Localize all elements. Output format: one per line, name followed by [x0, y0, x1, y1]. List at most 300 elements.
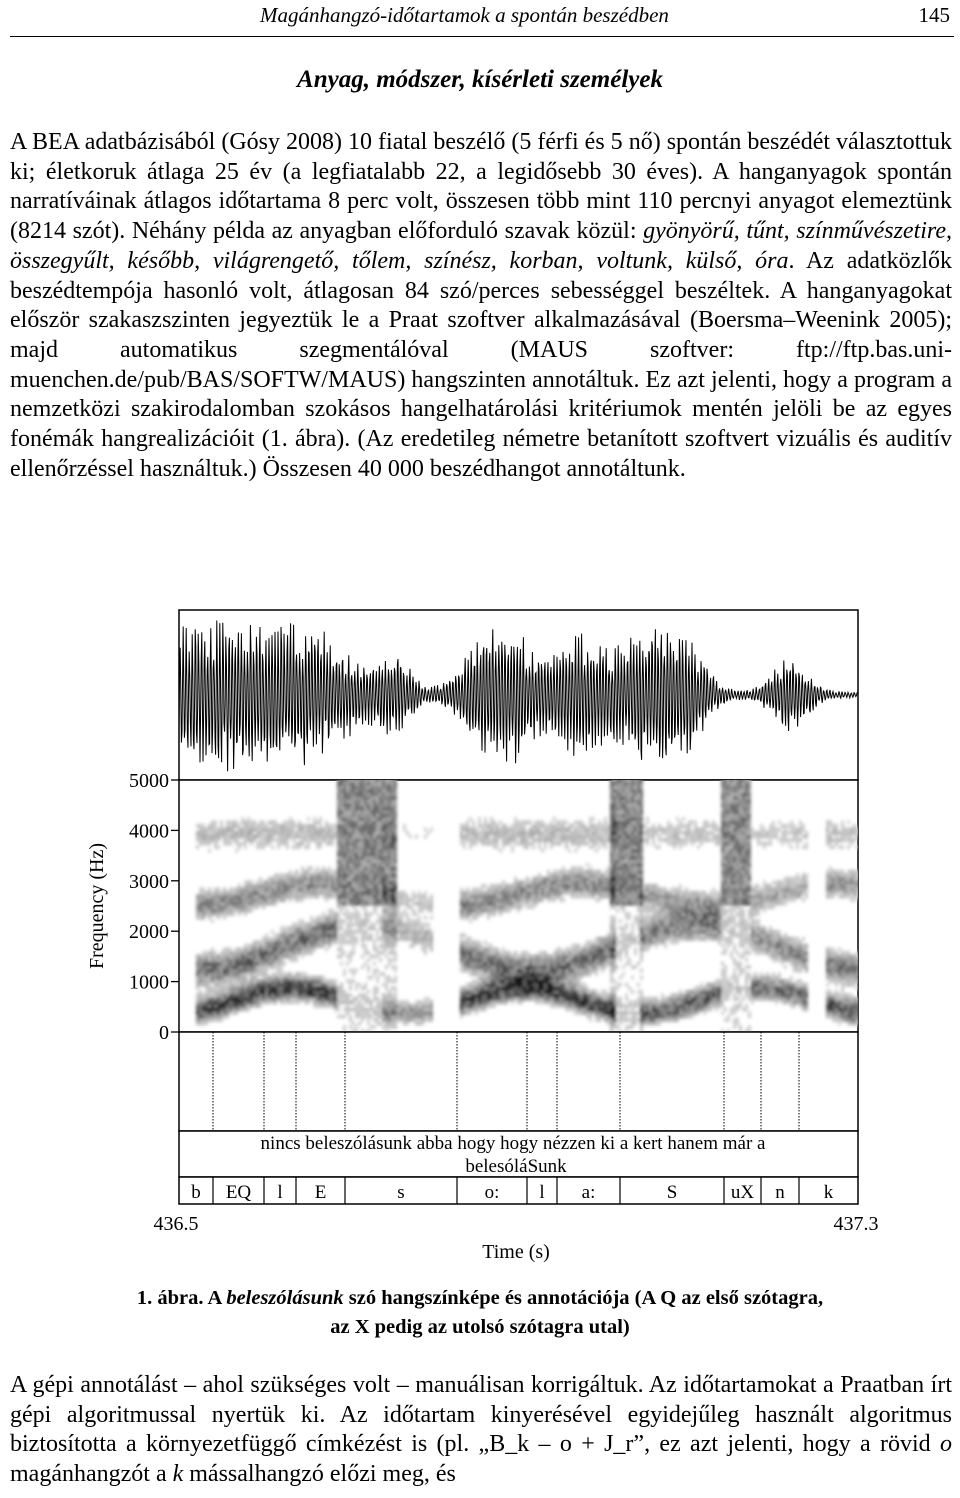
spectrogram-cell [625, 933, 628, 937]
spectrogram-cell [487, 887, 490, 891]
spectrogram-cell [391, 986, 394, 990]
spectrogram-cell [430, 827, 433, 831]
spectrogram-cell [607, 866, 610, 870]
spectrogram-cell [418, 916, 421, 920]
spectrogram-cell [541, 849, 544, 853]
spectrogram-cell [244, 944, 247, 948]
spectrogram-cell [535, 877, 538, 881]
spectrogram-cell [367, 912, 370, 916]
spectrogram-cell [547, 954, 550, 958]
spectrogram-cell [250, 944, 253, 948]
spectrogram-cell [292, 873, 295, 877]
para1-text-b: . Az adatközlők beszédtempója hasonló volt, átlagosan 84 szó/perces sebességgel beszéltek. A hanganyagokat először szakaszszinten jegyeztük le a Praat szoftver alkalmazásával (Boersma–Weenink 2005); majd automatikus szegmentálóval (MAUS szoftver: ftp://ftp.bas.uni-muenchen.de/pub/BAS/SOFTW/MAUS) hangszinten annotáltuk. Ez azt jelenti, hogy a program a nemzetközi szakirodalomban szokásos hangelhatárolási kritériumok mentén jelöli be az egyes fonémák hangrealizációit (1. ábra). (Az eredetileg németre betanított szoftvert vizuális és auditív ellenőrzéssel használtuk.) Összesen 40 000 beszédhangot annotáltunk. [10, 247, 952, 482]
spectrogram-cell [574, 849, 577, 853]
spectrogram-cell [307, 817, 310, 821]
spectrogram-cell [409, 898, 412, 902]
spectrogram-cell [241, 817, 244, 821]
spectrogram-cell [622, 926, 625, 930]
spectrogram-cell [208, 824, 211, 828]
spectrogram-cell [274, 933, 277, 937]
spectrogram-cell [313, 919, 316, 923]
spectrogram-cell [499, 951, 502, 955]
spectrogram-cell [556, 947, 559, 951]
spectrogram-cell [379, 958, 382, 962]
spectrogram-cell [580, 866, 583, 870]
spectrogram-cell [421, 894, 424, 898]
spectrogram-cell [298, 919, 301, 923]
spectrogram-cell [352, 968, 355, 972]
spectrogram-cell [628, 1011, 631, 1015]
spectrogram-cell [217, 827, 220, 831]
spectrogram-cell [397, 1000, 400, 1004]
spectrogram-cell [346, 961, 349, 965]
spectrogram-cell [589, 845, 592, 849]
spectrogram-cell [514, 817, 517, 821]
spectrogram-cell [268, 976, 271, 980]
spectrogram-cell [586, 870, 589, 874]
spectrogram-cell [211, 891, 214, 895]
spectrogram-cell [475, 979, 478, 983]
spectrogram-cell [502, 880, 505, 884]
spectrogram-cell [388, 990, 391, 994]
spectrogram-cell [346, 940, 349, 944]
spectrogram-cell [508, 951, 511, 955]
spectrogram-cell [364, 1007, 367, 1011]
spectrogram-cell [496, 947, 499, 951]
spectrogram-cell [532, 877, 535, 881]
spectrogram-cell [601, 873, 604, 877]
spectrogram-cell [505, 824, 508, 828]
page-number: 145 [918, 3, 950, 27]
spectrogram-cell [295, 972, 298, 976]
spectrogram-cell [616, 937, 619, 941]
spectrogram-cell [268, 827, 271, 831]
spectrogram-cell [370, 923, 373, 927]
spectrogram-cell [349, 979, 352, 983]
spectrogram-cell [409, 1004, 412, 1008]
spectrogram-cell [598, 845, 601, 849]
spectrogram-cell [568, 947, 571, 951]
spectrogram-cell [424, 923, 427, 927]
spectrogram-cell [205, 891, 208, 895]
spectrogram-cell [253, 820, 256, 824]
spectrogram-cell [235, 887, 238, 891]
spectrogram-cell [211, 919, 214, 923]
spectrogram-cell [559, 820, 562, 824]
spectrogram-cell [394, 976, 397, 980]
spectrogram-cell [214, 951, 217, 955]
spectrogram-cell [484, 884, 487, 888]
spectrogram-cell [220, 820, 223, 824]
spectrogram-cell [466, 887, 469, 891]
spectrogram-cell [196, 993, 199, 997]
spectrogram-cell [196, 845, 199, 849]
spectrogram-cell [400, 1000, 403, 1004]
spectrogram-cell [418, 891, 421, 895]
spectrogram-cell [628, 986, 631, 990]
spectrogram-cell [415, 901, 418, 905]
spectrogram-cell [565, 820, 568, 824]
spectrogram-cell [199, 824, 202, 828]
spectrogram-cell [331, 979, 334, 983]
spectrogram-cell [319, 817, 322, 821]
spectrogram-cell [628, 912, 631, 916]
spectrogram-cell [307, 976, 310, 980]
spectrogram-cell [235, 947, 238, 951]
spectrogram-cell [385, 993, 388, 997]
spectrogram-cell [364, 930, 367, 934]
spectrogram-cell [367, 990, 370, 994]
spectrogram-cell [610, 916, 613, 920]
spectrogram-cell [562, 898, 565, 902]
spectrogram-cell [199, 954, 202, 958]
spectrogram-cell [391, 979, 394, 983]
spectrogram-cell [289, 870, 292, 874]
spectrogram-cell [202, 824, 205, 828]
spectrogram-cell [415, 1000, 418, 1004]
spectrogram-cell [373, 968, 376, 972]
spectrogram-cell [553, 870, 556, 874]
spectrogram-cell [469, 827, 472, 831]
spectrogram-cell [259, 877, 262, 881]
spectrogram-cell [394, 986, 397, 990]
spectrogram-cell [550, 954, 553, 958]
spectrogram-cell [304, 870, 307, 874]
spectrogram-cell [331, 909, 334, 913]
spectrogram-cell [517, 954, 520, 958]
spectrogram-cell [568, 824, 571, 828]
spectrogram-cell [589, 866, 592, 870]
spectrogram-cell [529, 827, 532, 831]
spectrogram-cell [358, 912, 361, 916]
spectrogram-cell [538, 873, 541, 877]
spectrogram-cell [376, 976, 379, 980]
spectrogram-cell [526, 877, 529, 881]
spectrogram-cell [493, 820, 496, 824]
spectrogram-cell [337, 986, 340, 990]
spectrogram-cell [223, 947, 226, 951]
spectrogram-cell [571, 944, 574, 948]
spectrogram-cell [376, 997, 379, 1001]
spectrogram-cell [220, 951, 223, 955]
spectrogram-cell [361, 919, 364, 923]
spectrogram-cell [232, 887, 235, 891]
section-title: Anyag, módszer, kísérleti személyek [297, 66, 663, 93]
spectrogram-cell [607, 824, 610, 828]
spectrogram-cell [355, 1004, 358, 1008]
spectrogram-cell [346, 909, 349, 913]
spectrogram-cell [217, 845, 220, 849]
spectrogram-cell [292, 845, 295, 849]
spectrogram-cell [391, 958, 394, 962]
spectrogram-cell [466, 937, 469, 941]
spectrogram-cell [592, 990, 595, 994]
spectrogram-cell [517, 880, 520, 884]
spectrogram-cell [625, 983, 628, 987]
spectrogram-cell [325, 820, 328, 824]
spectrogram-cell [484, 891, 487, 895]
spectrogram-cell [340, 983, 343, 987]
spectrogram-cell [616, 983, 619, 987]
spectrogram-cell [214, 887, 217, 891]
spectrogram-cell [322, 976, 325, 980]
spectrogram-cell [262, 820, 265, 824]
spectrogram-cell [370, 912, 373, 916]
spectrogram-cell [580, 947, 583, 951]
spectrogram-cell [484, 940, 487, 944]
spectrogram-cell [427, 997, 430, 1001]
spectrogram-cell [424, 834, 427, 838]
spectrogram-cell [349, 993, 352, 997]
spectrogram-cell [604, 990, 607, 994]
spectrogram-cell [613, 979, 616, 983]
spectrogram-cell [571, 824, 574, 828]
spectrogram-cell [313, 817, 316, 821]
spectrogram-cell [373, 986, 376, 990]
spectrogram-cell [460, 986, 463, 990]
spectrogram-cell [595, 870, 598, 874]
spectrogram-cell [229, 820, 232, 824]
spectrogram-cell [367, 958, 370, 962]
spectrogram-cell [535, 838, 538, 842]
spectrogram-cell [211, 947, 214, 951]
spectrogram-cell [301, 866, 304, 870]
spectrogram-cell [376, 919, 379, 923]
spectrogram-cell [310, 976, 313, 980]
spectrogram-cell [334, 824, 337, 828]
spectrogram-cell [364, 993, 367, 997]
spectrogram-cell [343, 990, 346, 994]
spectrogram-cell [298, 873, 301, 877]
spectrogram-cell [373, 923, 376, 927]
spectrogram-cell [424, 827, 427, 831]
spectrogram-cell [364, 944, 367, 948]
spectrogram-cell [370, 954, 373, 958]
spectrogram-cell [352, 1007, 355, 1011]
spectrogram-cell [322, 912, 325, 916]
spectrogram-cell [550, 873, 553, 877]
spectrogram-cell [364, 961, 367, 965]
spectrogram-cell [604, 817, 607, 821]
spectrogram-cell [352, 997, 355, 1001]
spectrogram-cell [223, 887, 226, 891]
spectrogram-cell [202, 887, 205, 891]
spectrogram-cell [628, 933, 631, 937]
spectrogram-cell [553, 817, 556, 821]
spectrogram-cell [268, 877, 271, 881]
spectrogram-cell [331, 824, 334, 828]
spectrogram-cell [478, 817, 481, 821]
spectrogram-cell [286, 926, 289, 930]
spectrogram-cell [613, 916, 616, 920]
spectrogram-cell [394, 965, 397, 969]
spectrogram-cell [595, 990, 598, 994]
spectrogram-cell [238, 884, 241, 888]
spectrogram-cell [316, 820, 319, 824]
spectrogram-cell [526, 820, 529, 824]
spectrogram-cell [412, 891, 415, 895]
spectrogram-cell [565, 870, 568, 874]
spectrogram-cell [235, 820, 238, 824]
spectrogram-cell [376, 968, 379, 972]
spectrogram-cell [253, 884, 256, 888]
spectrogram-cell [199, 887, 202, 891]
spectrogram-cell [592, 870, 595, 874]
spectrogram-cell [526, 951, 529, 955]
spectrogram-cell [601, 937, 604, 941]
spectrogram-cell [241, 841, 244, 845]
spectrogram-cell [343, 930, 346, 934]
spectrogram-cell [355, 909, 358, 913]
spectrogram-cell [301, 824, 304, 828]
spectrogram-cell [421, 1000, 424, 1004]
spectrogram-cell [295, 841, 298, 845]
spectrogram-cell [463, 933, 466, 937]
spectrogram-cell [316, 866, 319, 870]
spectrogram-cell [196, 894, 199, 898]
spectrogram-cell [415, 912, 418, 916]
spectrogram-cell [493, 947, 496, 951]
spectrogram-cell [403, 923, 406, 927]
spectrogram-cell [298, 820, 301, 824]
spectrogram-cell [499, 849, 502, 853]
spectrogram-cell [283, 926, 286, 930]
spectrogram-cell [358, 983, 361, 987]
spectrogram-cell [349, 1007, 352, 1011]
spectrogram-cell [286, 820, 289, 824]
spectrogram-cell [379, 937, 382, 941]
spectrogram-cell [337, 947, 340, 951]
spectrogram-cell [196, 954, 199, 958]
spectrogram-cell [244, 880, 247, 884]
spectrogram-cell [466, 983, 469, 987]
spectrogram-cell [625, 1025, 628, 1029]
spectrogram-cell [493, 884, 496, 888]
figure-spectrogram [0, 600, 960, 1280]
spectrogram-cell [352, 912, 355, 916]
spectrogram-cell [397, 891, 400, 895]
spectrogram-cell [271, 972, 274, 976]
spectrogram-cell [199, 990, 202, 994]
spectrogram-cell [274, 838, 277, 842]
spectrogram-cell [229, 887, 232, 891]
spectrogram-cell [259, 820, 262, 824]
spectrogram-cell [631, 976, 634, 980]
spectrogram-cell [205, 827, 208, 831]
spectrogram-cell [490, 884, 493, 888]
spectrogram-cell [271, 877, 274, 881]
spectrogram-cell [379, 972, 382, 976]
spectrogram-cell [223, 827, 226, 831]
spectrogram-cell [367, 976, 370, 980]
spectrogram-cell [259, 940, 262, 944]
spectrogram-cell [367, 951, 370, 955]
spectrogram-cell [256, 824, 259, 828]
spectrogram-cell [556, 820, 559, 824]
spectrogram-cell [388, 976, 391, 980]
spectrogram-cell [379, 916, 382, 920]
spectrogram-cell [463, 940, 466, 944]
spectrogram-cell [499, 820, 502, 824]
spectrogram-cell [499, 827, 502, 831]
spectrogram-cell [472, 887, 475, 891]
spectrogram-cell [598, 870, 601, 874]
spectrogram-cell [481, 824, 484, 828]
spectrogram-cell [226, 820, 229, 824]
spectrogram-cell [226, 947, 229, 951]
spectrogram-cell [571, 866, 574, 870]
spectrogram-cell [343, 912, 346, 916]
spectrogram-cell [460, 824, 463, 828]
spectrogram-cell [202, 993, 205, 997]
spectrogram-cell [625, 961, 628, 965]
spectrogram-cell [346, 954, 349, 958]
spectrogram-cell [202, 951, 205, 955]
spectrogram-cell [352, 930, 355, 934]
spectrogram-cell [421, 923, 424, 927]
spectrogram-cell [598, 820, 601, 824]
spectrogram-cell [601, 990, 604, 994]
spectrogram-cell [586, 986, 589, 990]
spectrogram-cell [535, 820, 538, 824]
spectrogram-cell [508, 827, 511, 831]
spectrogram-cell [208, 887, 211, 891]
spectrogram-cell [268, 937, 271, 941]
spectrogram-cell [235, 831, 238, 835]
spectrogram-cell [406, 831, 409, 835]
spectrogram-cell [385, 965, 388, 969]
spectrogram-cell [277, 824, 280, 828]
spectrogram-cell [340, 961, 343, 965]
spectrogram-cell [325, 870, 328, 874]
spectrogram-cell [271, 820, 274, 824]
spectrogram-cell [379, 1021, 382, 1025]
spectrogram-cell [550, 820, 553, 824]
spectrogram-cell [598, 993, 601, 997]
spectrogram-cell [229, 947, 232, 951]
spectrogram-cell [280, 824, 283, 828]
spectrogram-cell [286, 873, 289, 877]
spectrogram-cell [526, 831, 529, 835]
spectrogram-cell [208, 849, 211, 853]
spectrogram-cell [310, 873, 313, 877]
spectrogram-cell [547, 824, 550, 828]
spectrogram-cell [595, 898, 598, 902]
spectrogram-cell [385, 954, 388, 958]
spectrogram-cell [259, 979, 262, 983]
spectrogram-cell [496, 824, 499, 828]
spectrogram-cell [469, 891, 472, 895]
spectrogram-cell [316, 916, 319, 920]
spectrogram-cell [238, 947, 241, 951]
spectrogram-cell [532, 954, 535, 958]
spectrogram-cell [469, 937, 472, 941]
spectrogram-cell [253, 940, 256, 944]
spectrogram-cell [220, 891, 223, 895]
spectrogram-cell [277, 933, 280, 937]
spectrogram-cell [595, 824, 598, 828]
spectrogram-cell [262, 880, 265, 884]
spectrogram-cell [472, 979, 475, 983]
spectrogram-cell [358, 993, 361, 997]
spectrogram-cell [211, 986, 214, 990]
spectrogram-cell [337, 912, 340, 916]
spectrogram-cell [196, 831, 199, 835]
spectrogram-cell [583, 983, 586, 987]
spectrogram-cell [325, 947, 328, 951]
spectrogram-cell [262, 937, 265, 941]
spectrogram-cell [361, 965, 364, 969]
